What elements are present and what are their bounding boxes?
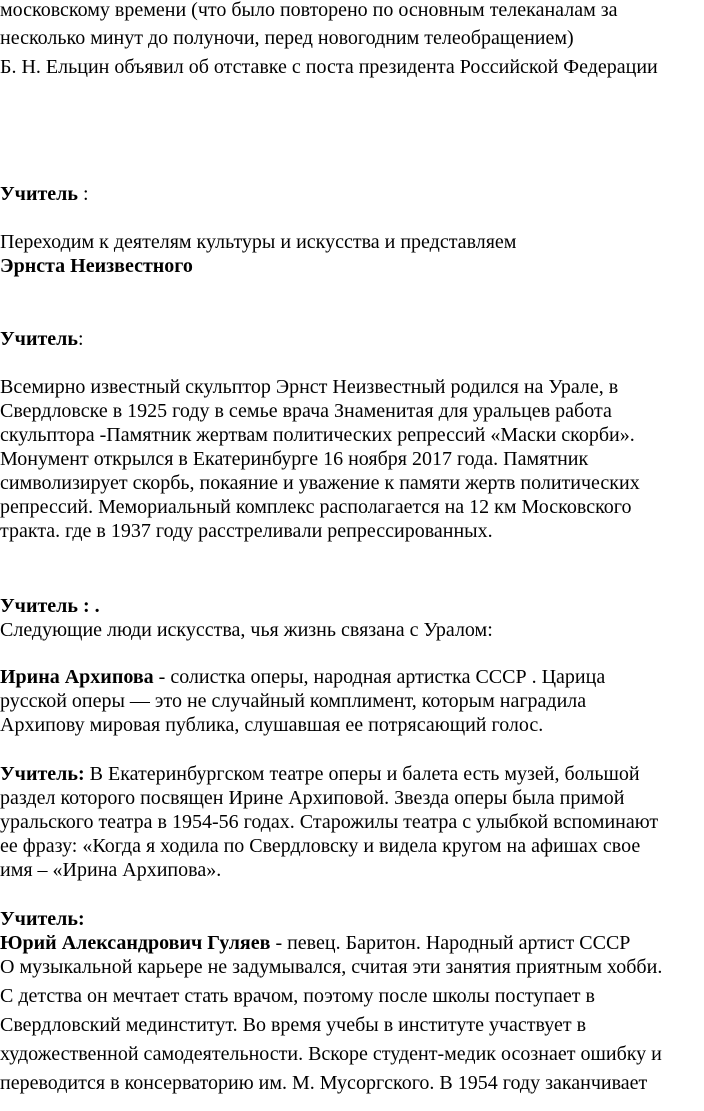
gulyaev-line-6: переводится в консерваторию им. М. Мусоргского. В 1954 году заканчивает xyxy=(0,1072,648,1094)
gulyaev-line-5: художественной самодеятельности. Вскоре студент-медик осознает ошибку и xyxy=(0,1043,662,1065)
arkhipova-line-2: русской оперы — это не случайный комплимент, которым наградила xyxy=(0,690,587,712)
intro-line-3: Б. Н. Ельцин объявил об отставке с поста президента Российской Федерации xyxy=(0,56,658,78)
neizvestny-line-6: репрессий. Мемориальный комплекс располагается на 12 км Московского xyxy=(0,496,632,518)
arkhipova-line-1 xyxy=(0,665,605,689)
neizvestny-line-3: скульптора -Памятник жертвам политических репрессий «Маски скорби». xyxy=(0,424,635,446)
gulyaev-line-3: С детства он мечтает стать врачом, поэтому после школы поступает в xyxy=(0,985,595,1007)
gulyaev-line-4: Свердловский мединститут. Во время учебы в институте участвует в xyxy=(0,1014,587,1036)
teacher4-text: В Екатеринбургском театре оперы и балета есть музей, большой xyxy=(84,763,640,785)
speaker-name: Учитель xyxy=(0,183,78,205)
speaker-suffix: : xyxy=(77,183,89,205)
gulyaev-line-2: О музыкальной карьере не задумывался, считая эти занятия приятным хобби. xyxy=(0,956,663,978)
neizvestny-line-2: Свердловске в 1925 году в семье врача Знаменитая для уральцев работа xyxy=(0,400,612,422)
neizvestny-line-5: символизирует скорбь, покаяние и уважение к памяти жертв политических xyxy=(0,472,640,494)
arkhipova-name: Ирина Архипова xyxy=(0,666,154,688)
speaker-name: Учитель xyxy=(0,328,78,350)
gulyaev-name: Юрий Александрович Гуляев xyxy=(0,932,271,954)
teacher-label-5: Учитель: xyxy=(0,908,85,930)
teacher4-line-5: имя – «Ирина Архипова». xyxy=(0,859,222,881)
arkhipova-desc: - солистка оперы, народная артистка СССР . Царица xyxy=(153,666,606,688)
gulyaev-desc: - певец. Баритон. Народный артист СССР xyxy=(270,932,631,954)
neizvestny-line-1: Всемирно известный скульптор Эрнст Неизвестный родился на Урале, в xyxy=(0,376,619,398)
gulyaev-line-1 xyxy=(0,931,630,955)
speaker-suffix: : xyxy=(77,328,84,350)
neizvestny-line-4: Монумент открылся в Екатеринбурге 16 ноября 2017 года. Памятник xyxy=(0,448,589,470)
transition-line: Переходим к деятелям культуры и искусства и представляем xyxy=(0,231,517,253)
teacher4-line-3: уральского театра в 1954-56 годах. Старожилы театра с улыбкой вспоминают xyxy=(0,811,659,833)
teacher-label-2 xyxy=(0,327,84,351)
arkhipova-line-3: Архипову мировая публика, слушавшая ее потрясающий голос. xyxy=(0,714,544,736)
speaker-name: Учитель: xyxy=(0,763,85,785)
next-people-line: Следующие люди искусства, чья жизнь связана с Уралом: xyxy=(0,619,493,641)
neizvestny-line-7: тракта. где в 1937 году расстреливали репрессированных. xyxy=(0,520,493,542)
intro-line-2: несколько минут до полуночи, перед новогодним телеобращением) xyxy=(0,27,574,49)
teacher-label-1 xyxy=(0,182,89,206)
teacher4-line-4: ее фразу: «Когда я ходила по Свердловску и видела кругом на афишах свое xyxy=(0,835,641,857)
teacher4-line-2: раздел которого посвящен Ирине Архиповой. Звезда оперы была примой xyxy=(0,787,625,809)
neizvestny-name: Эрнста Неизвестного xyxy=(0,255,193,277)
intro-line-1: московскому времени (что было повторено по основным телеканалам за xyxy=(0,0,618,21)
teacher-label-3: Учитель : . xyxy=(0,595,100,617)
teacher4-line-1 xyxy=(0,762,640,786)
